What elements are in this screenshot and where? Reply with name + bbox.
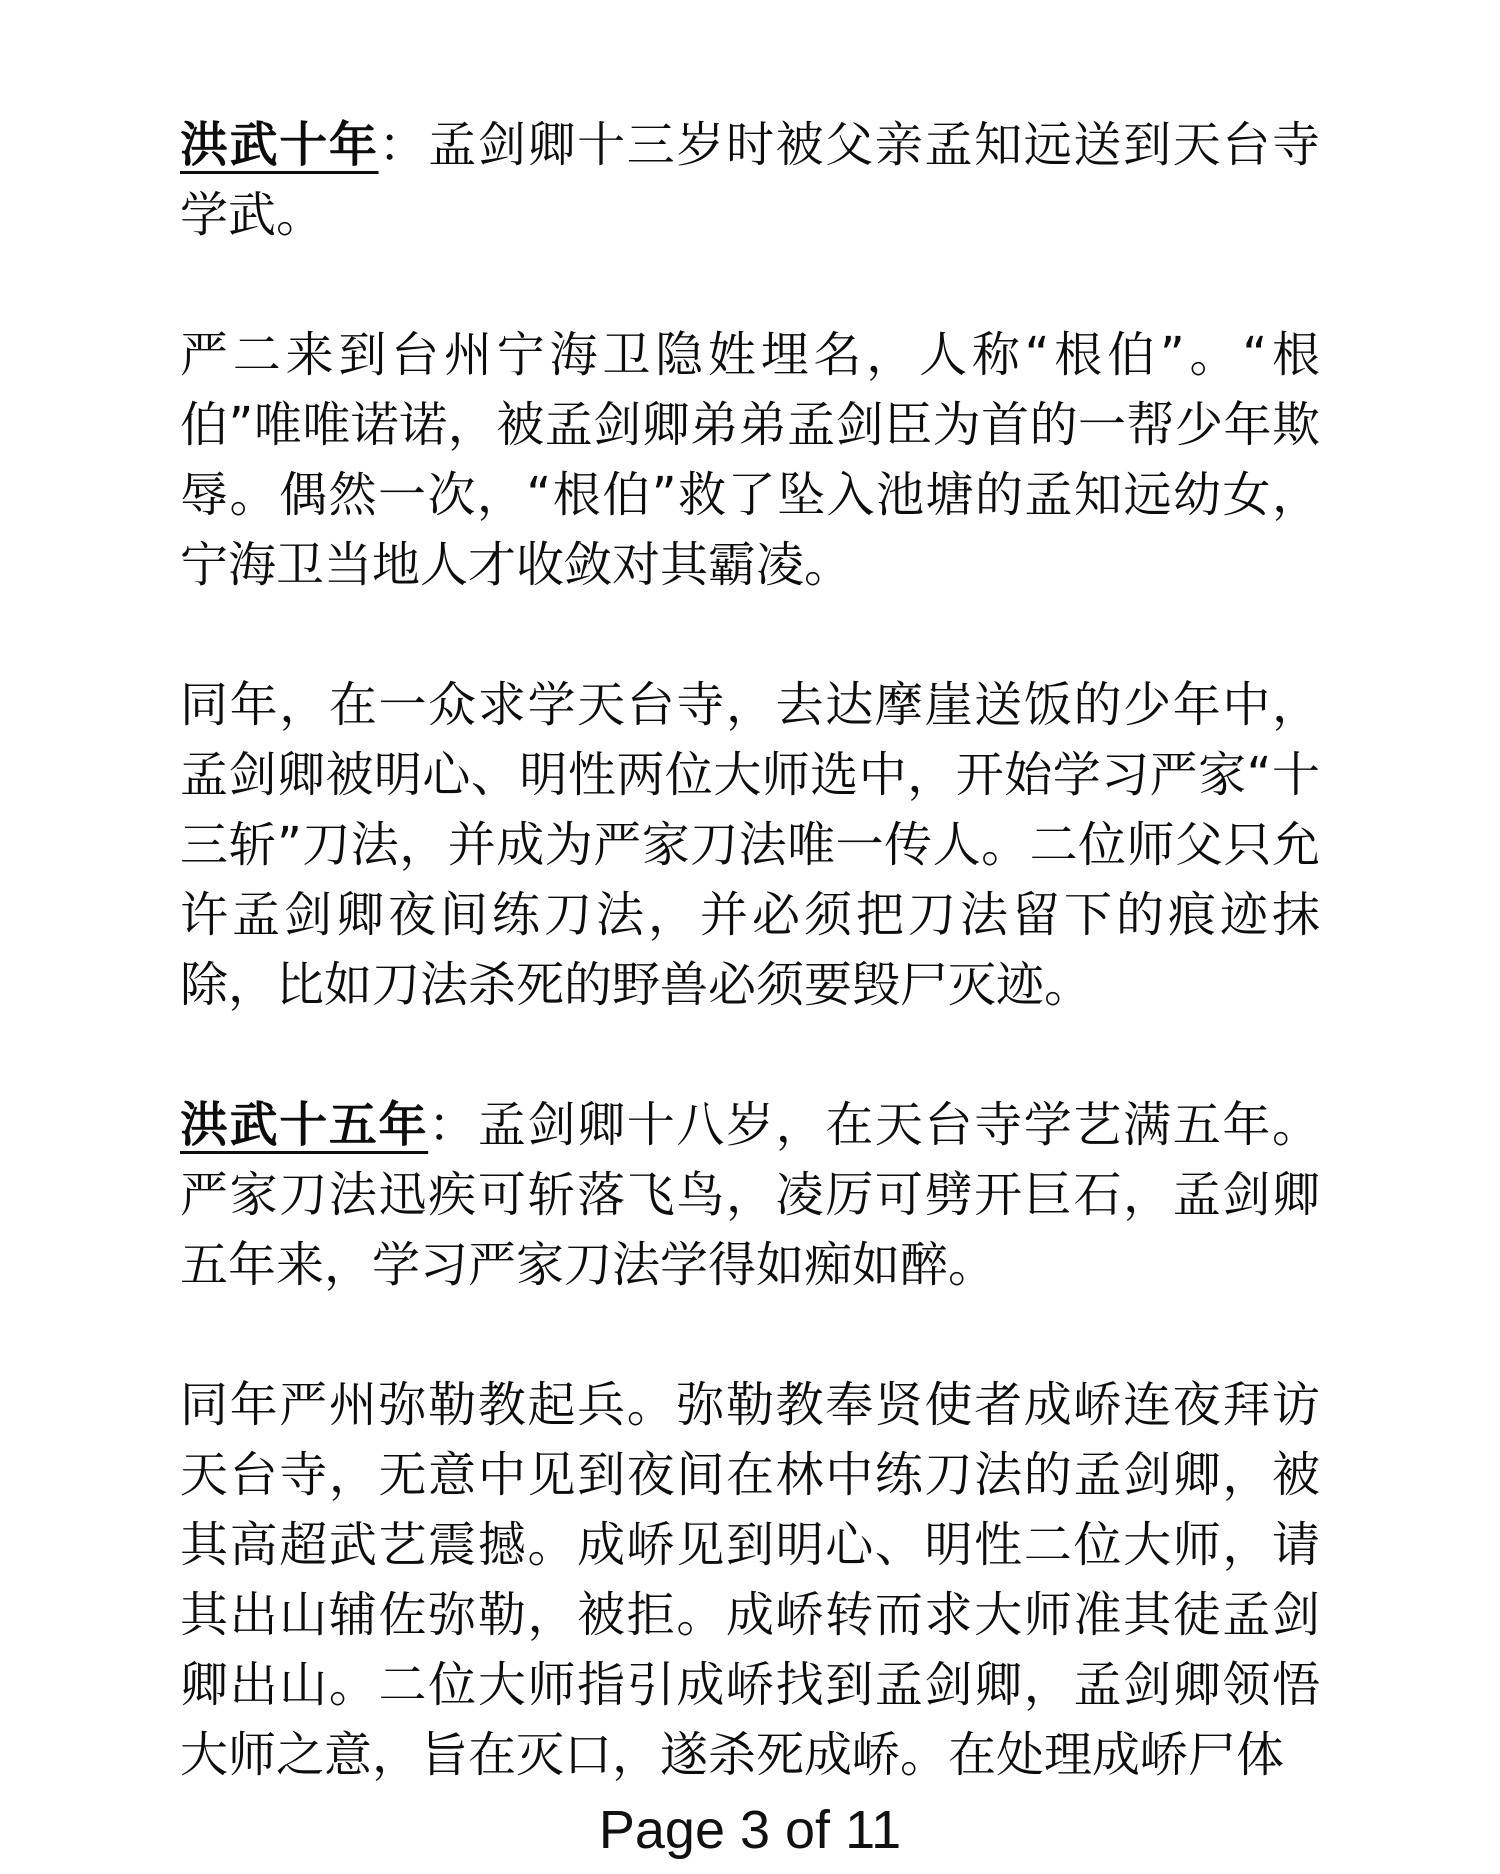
year-heading-hongwu-10: 洪武十年: [180, 117, 379, 173]
heading-separator: ：: [428, 1097, 478, 1153]
paragraph-text: 孟剑卿十三岁时被父亲孟知远送到天台寺学武。: [180, 117, 1320, 243]
paragraph-text: 严二来到台州宁海卫隐姓埋名，人称“根伯”。“根伯”唯唯诺诺，被孟剑卿弟弟孟剑臣为首的一帮少年欺辱。偶然一次，“根伯”救了坠入池塘的孟知远幼女，宁海卫当地人才收敛对其霸凌。: [180, 327, 1320, 593]
paragraph-2: [180, 320, 1320, 600]
document-body: [180, 110, 1320, 1860]
paragraph-text: 同年严州弥勒教起兵。弥勒教奉贤使者成峤连夜拜访天台寺，无意中见到夜间在林中练刀法的孟剑卿，被其高超武艺震撼。成峤见到明心、明性二位大师，请其出山辅佐弥勒，被拒。成峤转而求大师准其徒孟剑卿出山。二位大师指引成峤找到孟剑卿，孟剑卿领悟大师之意，旨在灭口，遂杀死成峤。在处理成峤尸体: [180, 1377, 1320, 1783]
paragraph-4: [180, 1090, 1320, 1300]
year-heading-hongwu-15: 洪武十五年: [180, 1097, 429, 1153]
paragraph-3: [180, 670, 1320, 1020]
paragraph-text: 同年，在一众求学天台寺，去达摩崖送饭的少年中，孟剑卿被明心、明性两位大师选中，开始学习严家“十三斩”刀法，并成为严家刀法唯一传人。二位师父只允许孟剑卿夜间练刀法，并必须把刀法留下的痕迹抹除，比如刀法杀死的野兽必须要毁尸灭迹。: [180, 677, 1320, 1013]
page-number: Page 3 of 11: [598, 1800, 902, 1860]
heading-separator: ：: [378, 117, 429, 173]
paragraph-1: [180, 110, 1320, 250]
paragraph-5: [180, 1370, 1320, 1790]
paragraph-text: 孟剑卿十八岁，在天台寺学艺满五年。严家刀法迅疾可斩落飞鸟，凌厉可劈开巨石，孟剑卿五年来，学习严家刀法学得如痴如醉。: [180, 1097, 1320, 1293]
